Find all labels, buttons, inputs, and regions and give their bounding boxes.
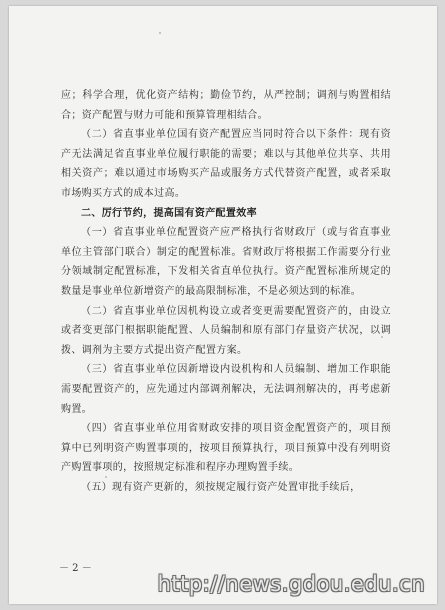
scan-speck xyxy=(105,476,107,478)
paragraph-6: （四）省直事业单位用省财政安排的项目资金配置资产的，项目预算中已列明资产购置事项的，按项目预算执行，项目预算中没有列明资产购置事项的，按照规定标准和程序办理购置手续。 xyxy=(61,423,391,474)
scan-speck xyxy=(159,32,161,34)
watermark-url: http://news.gdou.edu.cn xyxy=(157,572,425,596)
paragraph-1: 应；科学合理，优化资产结构；勤俭节约，从严控制；调剂与购置相结合；资产配置与财力可能和预算管理相结合。 xyxy=(61,90,391,121)
scan-speck xyxy=(381,336,383,338)
section-heading: 二、厉行节约，提高国有资产配置效率 xyxy=(81,207,257,219)
paragraph-3: （一）省直事业单位配置资产应严格执行省财政厅（或与省直事业单位主管部门联合）制定的配置标准。省财政厅将根据工作需要分行业分领域制定配置标准，下发相关省直单位执行。资产配置标准所规定的数量是事业单位新增资产的最高限制标准，不是必须达到的标准。 xyxy=(61,227,391,297)
paragraph-5: （三）省直事业单位因新增设内设机构和人员编制、增加工作职能需要配置资产的，应先通过内部调剂解决，无法调剂解决的，再考虑新购置。 xyxy=(61,364,391,415)
document-page xyxy=(9,6,437,604)
paragraph-7: （五）现有资产更新的，须按规定履行资产处置审批手续后， xyxy=(81,481,361,493)
paragraph-4: （二）省直事业单位因机构设立或者变更需要配置资产的，由设立或者变更部门根据职能配置、人员编制和原有部门存量资产状况，以调拨、调剂为主要方式提出资产配置方案。 xyxy=(61,305,391,356)
paragraph-2: （二）省直事业单位国有资产配置应当同时符合以下条件：现有资产无法满足省直事业单位履行职能的需要；难以与其他单位共享、共用相关资产；难以通过市场购买产品或服务方式代替资产配置，或者采取市场购买方式的成本过高。 xyxy=(61,129,391,199)
document-body xyxy=(61,86,391,497)
page-number: － 2 － xyxy=(59,563,92,574)
